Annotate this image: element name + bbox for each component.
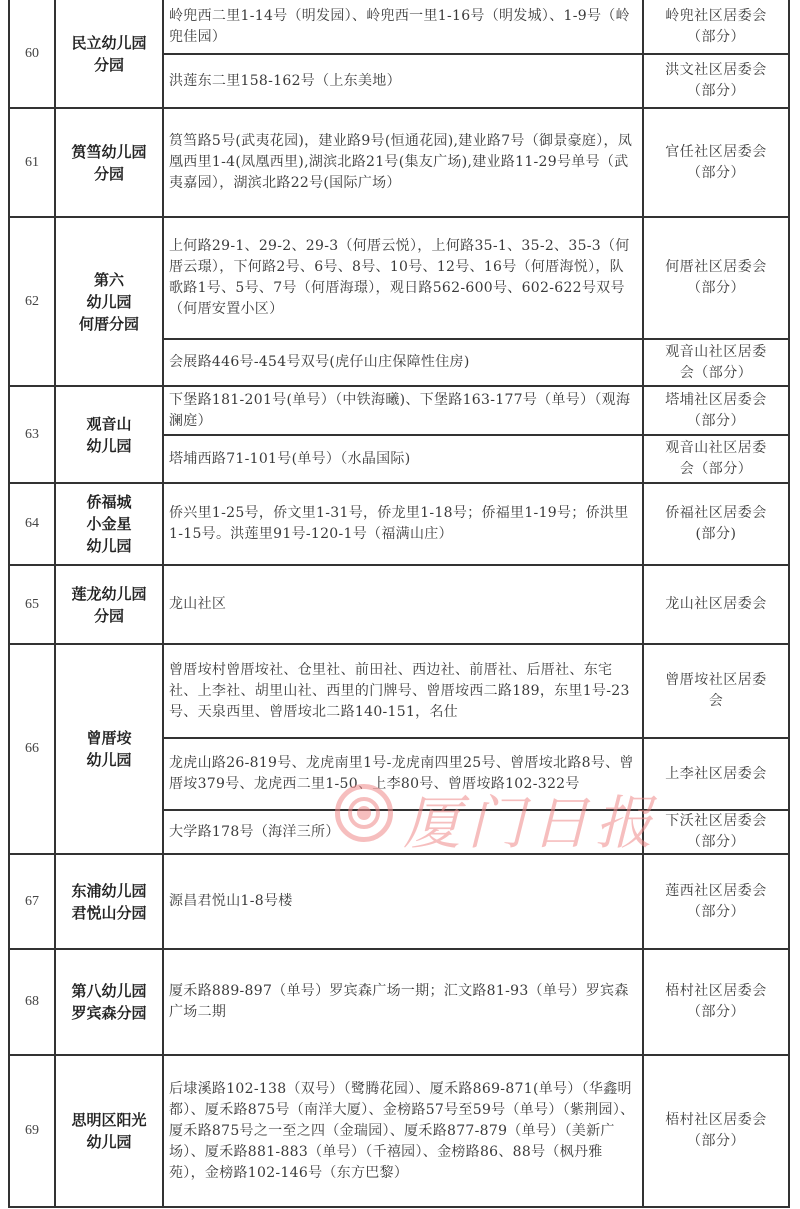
committee-line: 官任社区居委会: [665, 143, 767, 160]
enrollment-area: 源昌君悦山1-8号楼: [163, 854, 643, 949]
committee-line: 侨福社区居委会: [665, 505, 767, 521]
enrollment-area: 上何路29-1、29-2、29-3（何厝云悦），上何路35-1、35-2、35-3（何厝云璟），下何路2号、6号、8号、10号、12号、16号（何厝海悦），队歌路1号、5号、7号（何厝海璟），观日路562-600号、602-622号双号（何厝安置小区）: [163, 217, 643, 339]
community-committee: [643, 1055, 789, 1207]
kindergarten-name-line: 莲龙幼儿园: [71, 584, 147, 603]
committee-line: 下沃社区居委会: [665, 813, 767, 829]
committee-line: 会: [708, 693, 724, 709]
enrollment-area: 洪莲东二里158-162号（上东美地）: [163, 54, 643, 108]
committee-line: （部分）: [687, 903, 745, 920]
table-row: [9, 386, 789, 435]
committee-line: 莲西社区居委会: [665, 882, 767, 899]
row-number: 64: [9, 483, 55, 565]
committee-line: （部分）: [687, 280, 745, 296]
committee-line: 梧村社区居委会: [665, 1112, 767, 1128]
committee-line: （部分）: [687, 1004, 745, 1020]
community-committee: [643, 339, 789, 386]
enrollment-area: 龙虎山路26-819号、龙虎南里1号-龙虎南四里25号、曾厝垵北路8号、曾厝垵379号、龙虎西二里1-50、上李80号、曾厝垵路102-322号: [163, 738, 643, 810]
kindergarten-name: [55, 108, 163, 217]
table-row: [9, 108, 789, 217]
table-row: [9, 1055, 789, 1207]
community-committee: [643, 483, 789, 565]
kindergarten-name-line: 筼筜幼儿园: [71, 142, 147, 161]
row-number: 68: [9, 949, 55, 1055]
enrollment-area: 曾厝垵村曾厝垵社、仓里社、前田社、西边社、前厝社、后厝社、东宅社、上李社、胡里山社、西里的门牌号、曾厝垵西二路189，东里1号-23号、天泉西里、曾厝垵北二路140-151，名仕: [163, 644, 643, 738]
kindergarten-name: [55, 217, 163, 386]
watermark-text: 厦门日报: [403, 789, 660, 857]
table-row: [9, 644, 789, 738]
table-row: [9, 854, 789, 949]
community-committee: [643, 435, 789, 483]
row-number: 65: [9, 565, 55, 644]
committee-line: 洪文社区居委会: [665, 62, 767, 78]
committee-line: 会（部分）: [679, 364, 753, 381]
table-body: [9, 0, 789, 1207]
kindergarten-name-line: 曾厝垵: [86, 729, 132, 747]
row-number: 66: [9, 644, 55, 854]
kindergarten-name-line: 第八幼儿园: [71, 982, 147, 1000]
table-row: [9, 483, 789, 565]
committee-line: 何厝社区居委会: [665, 259, 767, 275]
committee-line: 观音山社区居委: [665, 343, 767, 360]
kindergarten-name-line: 罗宾森分园: [71, 1004, 147, 1022]
community-committee: [643, 0, 789, 54]
kindergarten-name-line: 第六: [93, 270, 124, 289]
row-number: 67: [9, 854, 55, 949]
community-committee: [643, 108, 789, 217]
table-row: [9, 217, 789, 339]
kindergarten-name: [55, 0, 163, 108]
community-committee: [643, 810, 789, 854]
committee-line: （部分）: [687, 1133, 745, 1149]
kindergarten-name: [55, 483, 163, 565]
row-number: 62: [9, 217, 55, 386]
kindergarten-name-line: 幼儿园: [86, 436, 132, 455]
kindergarten-name-line: 思明区阳光: [71, 1111, 147, 1129]
community-committee: [643, 565, 789, 644]
school-district-table-container: [8, 0, 788, 1208]
kindergarten-name-line: 何厝分园: [78, 314, 139, 333]
committee-line: 上李社区居委会: [665, 765, 767, 782]
kindergarten-name: [55, 565, 163, 644]
committee-line: (部分): [695, 526, 737, 542]
kindergarten-name: [55, 1055, 163, 1207]
kindergarten-name: [55, 949, 163, 1055]
enrollment-area: 会展路446号-454号双号(虎仔山庄保障性住房): [163, 339, 643, 386]
kindergarten-name-line: 民立幼儿园: [71, 33, 147, 52]
kindergarten-name-line: 幼儿园: [86, 292, 132, 311]
community-committee: [643, 217, 789, 339]
kindergarten-name-line: 幼儿园: [86, 1133, 132, 1151]
table-row: [9, 949, 789, 1055]
enrollment-area: 岭兜西二里1-14号（明发园）、岭兜西一里1-16号（明发城）、1-9号（岭兜佳园）: [163, 0, 643, 54]
kindergarten-name: [55, 644, 163, 854]
enrollment-area: 龙山社区: [163, 565, 643, 644]
table-row: [9, 565, 789, 644]
table-row: [9, 0, 789, 54]
row-number: 61: [9, 108, 55, 217]
enrollment-area: 筼筜路5号(武夷花园)，建业路9号(恒通花园),建业路7号（御景豪庭），凤凰西里1-4(凤凰西里),湖滨北路21号(集友广场),建业路11-29号单号（武夷嘉园），湖滨北路22号(国际广场）: [163, 108, 643, 217]
committee-line: 会（部分）: [679, 461, 753, 477]
community-committee: [643, 854, 789, 949]
kindergarten-name-line: 侨福城: [86, 493, 132, 511]
row-number: 60: [9, 0, 55, 108]
enrollment-area: 侨兴里1-25号，侨文里1-31号，侨龙里1-18号；侨福里1-19号；侨洪里1-15号。洪莲里91号-120-1号（福满山庄）: [163, 483, 643, 565]
kindergarten-name-line: 观音山: [86, 414, 132, 433]
enrollment-area: 大学路178号（海洋三所）: [163, 810, 643, 854]
committee-line: （部分）: [687, 164, 745, 181]
kindergarten-name-line: 东浦幼儿园: [71, 881, 147, 900]
committee-line: （部分）: [687, 28, 745, 45]
enrollment-area: 厦禾路889-897（单号）罗宾森广场一期；汇文路81-93（单号）罗宾森广场二期: [163, 949, 643, 1055]
committee-line: 梧村社区居委会: [665, 983, 767, 999]
kindergarten-name: [55, 854, 163, 949]
committee-line: 塔埔社区居委会: [665, 391, 767, 408]
kindergarten-name: [55, 386, 163, 483]
community-committee: [643, 644, 789, 738]
kindergarten-name-line: 小金星: [86, 515, 132, 533]
committee-line: 观音山社区居委: [665, 440, 767, 456]
row-number: 63: [9, 386, 55, 483]
kindergarten-name-line: 分园: [93, 55, 124, 74]
community-committee: [643, 738, 789, 810]
committee-line: 龙山社区居委会: [665, 596, 767, 612]
committee-line: （部分）: [687, 834, 745, 850]
committee-line: （部分）: [687, 412, 745, 429]
kindergarten-name-line: 幼儿园: [86, 751, 132, 769]
kindergarten-name-line: 君悦山分园: [71, 903, 147, 922]
row-number: 69: [9, 1055, 55, 1207]
committee-line: 曾厝垵社区居委: [665, 672, 767, 688]
enrollment-area: 下堡路181-201号(单号）（中铁海曦)、下堡路163-177号（单号）（观海澜庭）: [163, 386, 643, 435]
kindergarten-name-line: 幼儿园: [86, 537, 132, 555]
enrollment-area: 后埭溪路102-138（双号）（鹭腾花园）、厦禾路869-871(单号）（华鑫明都）、厦禾路875号（南洋大厦）、金榜路57号至59号（单号）（紫荆园）、厦禾路875号之一至之四（金瑞园）、厦禾路877-879（单号）（美新广场）、厦禾路881-883（单号）（千禧园）、金榜路86、88号（枫丹雅苑），金榜路102-146号（东方巴黎）: [163, 1055, 643, 1207]
kindergarten-name-line: 分园: [93, 164, 124, 183]
enrollment-area: 塔埔西路71-101号(单号）（水晶国际): [163, 435, 643, 483]
school-district-table: [8, 0, 790, 1208]
committee-line: （部分）: [687, 83, 745, 99]
community-committee: [643, 386, 789, 435]
community-committee: [643, 54, 789, 108]
committee-line: 岭兜社区居委会: [665, 7, 767, 24]
community-committee: [643, 949, 789, 1055]
kindergarten-name-line: 分园: [93, 606, 124, 625]
